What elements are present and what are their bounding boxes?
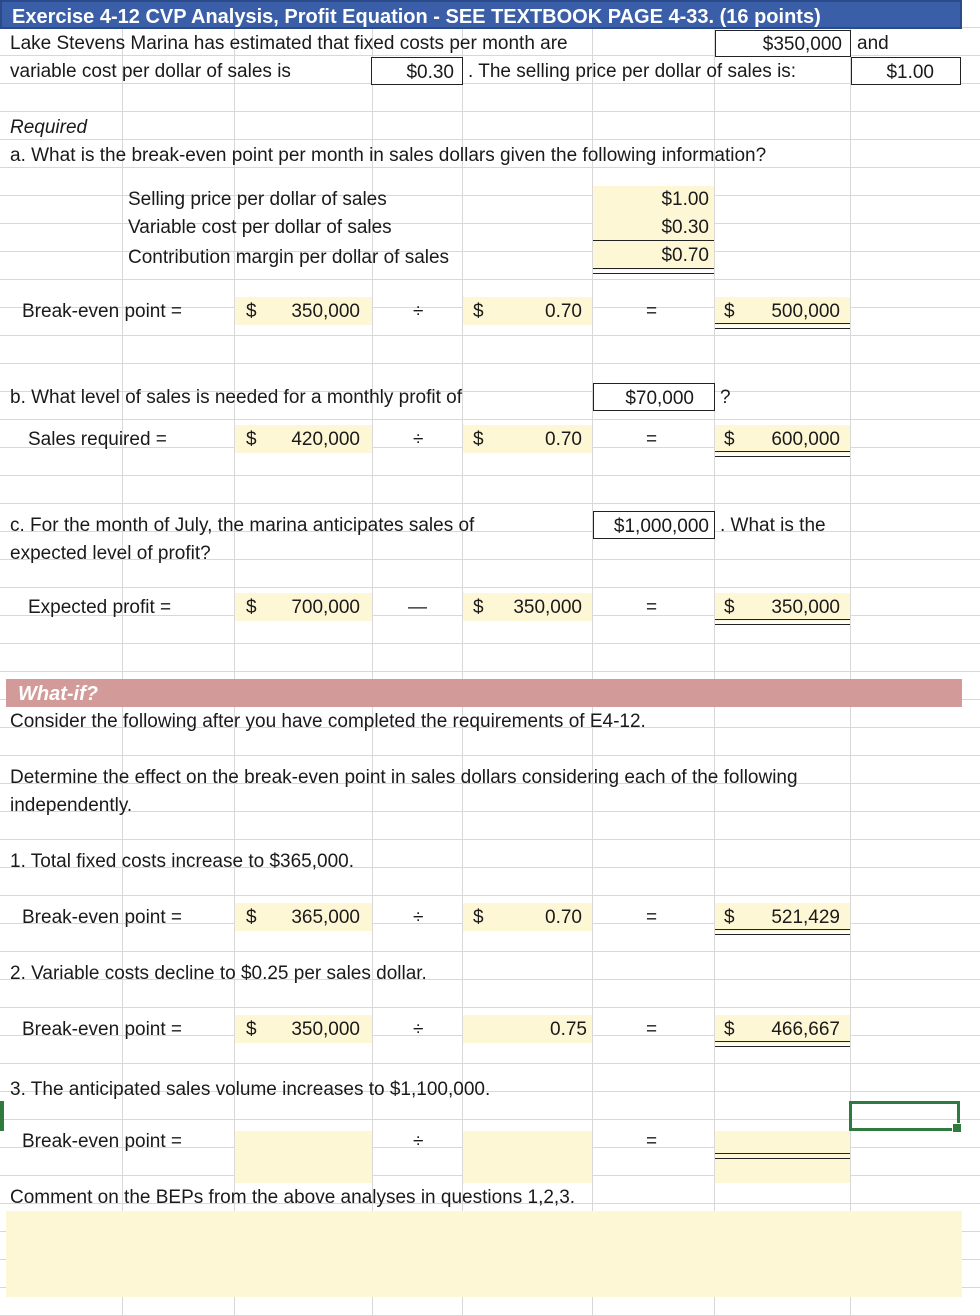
- double-underline: [715, 1041, 850, 1047]
- whatif-title[interactable]: What-if?: [18, 683, 98, 705]
- double-underline: [715, 323, 850, 329]
- whatif-instructions-cont[interactable]: independently.: [10, 795, 133, 816]
- bep-result[interactable]: 466,667: [771, 1019, 840, 1040]
- comment-prompt[interactable]: Comment on the BEPs from the above analyses in questions 1,2,3.: [10, 1187, 576, 1208]
- minus-sign: —: [408, 597, 427, 618]
- cm-row-label[interactable]: Contribution margin per dollar of sales: [128, 247, 450, 268]
- fixed-costs-value[interactable]: 350,000: [513, 597, 582, 618]
- eq-label[interactable]: Break-even point =: [22, 907, 183, 928]
- eq-label[interactable]: Break-even point =: [22, 301, 183, 322]
- currency-sign: $: [473, 429, 484, 450]
- cm-row-value[interactable]: $0.30: [661, 217, 709, 238]
- cm-value[interactable]: 0.70: [545, 429, 582, 450]
- input-cell-empty[interactable]: [463, 1131, 592, 1183]
- input-cell-empty[interactable]: [235, 1131, 372, 1183]
- whatif-q2[interactable]: 2. Variable costs decline to $0.25 per sales dollar.: [10, 963, 427, 984]
- question-c[interactable]: c. For the month of July, the marina anticipates sales of: [10, 515, 475, 536]
- selected-cell[interactable]: [849, 1101, 960, 1131]
- equals-sign: =: [646, 1019, 658, 1040]
- whatif-q3[interactable]: 3. The anticipated sales volume increases to $1,100,000.: [10, 1079, 491, 1100]
- whatif-banner: [6, 679, 962, 707]
- double-underline: [715, 929, 850, 935]
- equals-sign: =: [646, 1131, 658, 1152]
- double-underline: [715, 451, 850, 457]
- fixed-costs-cell[interactable]: $350,000: [715, 30, 851, 57]
- currency-sign: $: [246, 1019, 257, 1040]
- divide-sign: ÷: [413, 1019, 424, 1040]
- selling-price-cell[interactable]: $1.00: [851, 57, 961, 85]
- intro-line2[interactable]: variable cost per dollar of sales is: [10, 61, 291, 82]
- cm-row-value[interactable]: $0.70: [661, 245, 709, 266]
- variable-cost-cell[interactable]: $0.30: [371, 57, 463, 85]
- double-underline: [593, 268, 714, 274]
- cm-total-value[interactable]: 700,000: [291, 597, 360, 618]
- eq-label[interactable]: Sales required =: [28, 429, 167, 450]
- required-label[interactable]: Required: [10, 117, 88, 138]
- currency-sign: $: [246, 429, 257, 450]
- numerator-value[interactable]: 420,000: [291, 429, 360, 450]
- question-a[interactable]: a. What is the break-even point per month in sales dollars given the following information?: [10, 145, 767, 166]
- question-c-tail[interactable]: . What is the: [720, 515, 826, 536]
- eq-label[interactable]: Break-even point =: [22, 1131, 183, 1152]
- currency-sign: $: [246, 597, 257, 618]
- active-row-marker: [0, 1101, 4, 1131]
- target-profit-cell[interactable]: $70,000: [593, 383, 715, 411]
- fixed-costs-value[interactable]: 350,000: [291, 1019, 360, 1040]
- eq-label[interactable]: Expected profit =: [28, 597, 172, 618]
- divide-sign: ÷: [413, 1131, 424, 1152]
- currency-sign: $: [724, 1019, 735, 1040]
- whatif-q1[interactable]: 1. Total fixed costs increase to $365,000.: [10, 851, 354, 872]
- cm-row-label[interactable]: Variable cost per dollar of sales: [128, 217, 392, 238]
- cm-value[interactable]: 0.70: [545, 301, 582, 322]
- bep-result[interactable]: 521,429: [771, 907, 840, 928]
- whatif-intro[interactable]: Consider the following after you have completed the requirements of E4-12.: [10, 711, 646, 732]
- currency-sign: $: [473, 907, 484, 928]
- double-underline: [715, 619, 850, 625]
- cm-value[interactable]: 0.75: [550, 1019, 587, 1040]
- bep-result[interactable]: 500,000: [771, 301, 840, 322]
- fixed-costs-value[interactable]: 350,000: [291, 301, 360, 322]
- exercise-title[interactable]: Exercise 4-12 CVP Analysis, Profit Equation - SEE TEXTBOOK PAGE 4-33. (16 points): [12, 6, 821, 28]
- eq-label[interactable]: Break-even point =: [22, 1019, 183, 1040]
- question-mark: ?: [720, 387, 731, 408]
- question-b[interactable]: b. What level of sales is needed for a monthly profit of: [10, 387, 463, 408]
- equals-sign: =: [646, 597, 658, 618]
- intro-line2-mid[interactable]: . The selling price per dollar of sales is:: [468, 61, 797, 82]
- expected-profit-result[interactable]: 350,000: [771, 597, 840, 618]
- underline: [593, 240, 714, 241]
- exercise-header: [0, 0, 962, 29]
- cm-row-value[interactable]: $1.00: [661, 189, 709, 210]
- currency-sign: $: [724, 597, 735, 618]
- equals-sign: =: [646, 301, 658, 322]
- equals-sign: =: [646, 907, 658, 928]
- double-underline: [715, 1153, 850, 1159]
- equals-sign: =: [646, 429, 658, 450]
- currency-sign: $: [246, 907, 257, 928]
- currency-sign: $: [473, 301, 484, 322]
- currency-sign: $: [246, 301, 257, 322]
- currency-sign: $: [473, 597, 484, 618]
- intro-line1[interactable]: Lake Stevens Marina has estimated that fixed costs per month are: [10, 33, 568, 54]
- fixed-costs-value[interactable]: 365,000: [291, 907, 360, 928]
- cm-row-label[interactable]: Selling price per dollar of sales: [128, 189, 387, 210]
- anticipated-sales-cell[interactable]: $1,000,000: [593, 511, 715, 539]
- sales-required-result[interactable]: 600,000: [771, 429, 840, 450]
- divide-sign: ÷: [413, 429, 424, 450]
- divide-sign: ÷: [413, 907, 424, 928]
- currency-sign: $: [724, 429, 735, 450]
- cm-value[interactable]: 0.70: [545, 907, 582, 928]
- currency-sign: $: [724, 301, 735, 322]
- currency-sign: $: [724, 907, 735, 928]
- question-c-line2[interactable]: expected level of profit?: [10, 543, 211, 564]
- whatif-instructions[interactable]: Determine the effect on the break-even point in sales dollars considering each of the following: [10, 767, 798, 788]
- comment-answer-area[interactable]: [6, 1211, 962, 1297]
- fill-handle[interactable]: [952, 1123, 962, 1133]
- divide-sign: ÷: [413, 301, 424, 322]
- intro-and[interactable]: and: [857, 33, 889, 54]
